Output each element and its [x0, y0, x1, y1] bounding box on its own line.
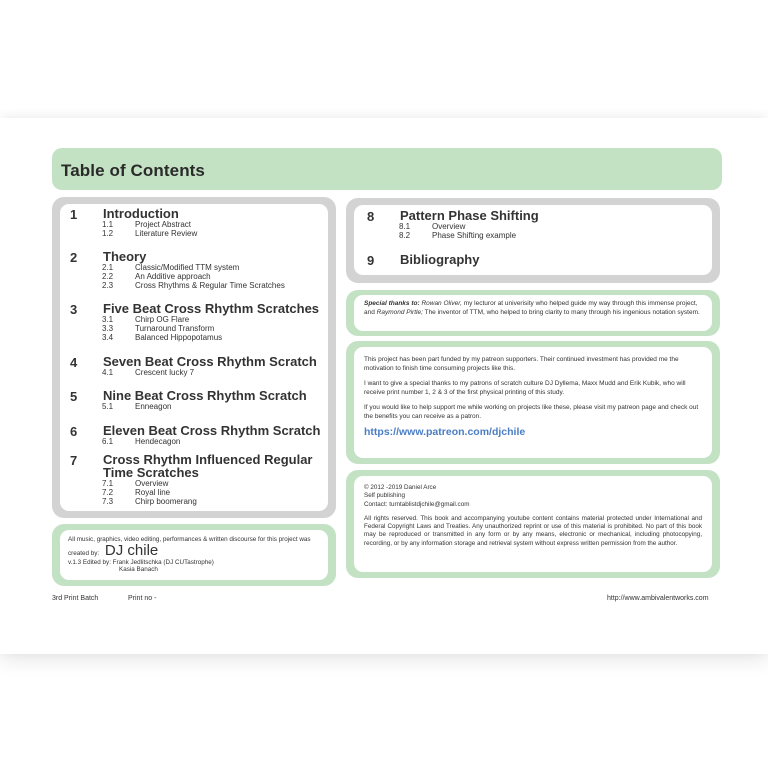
toc-right-panel: [346, 198, 720, 283]
website-link[interactable]: http://www.ambivalentworks.com: [607, 595, 709, 602]
toc-subsection-label: Turnaround Transform: [135, 324, 215, 333]
toc-subsection-number: 7.2: [102, 488, 114, 497]
toc-chapter-number: 7: [70, 453, 78, 468]
publisher-line: Self publishing: [364, 492, 405, 500]
toc-subsection-label: Overview: [135, 479, 169, 488]
toc-subsection-number: 2.2: [102, 272, 114, 281]
toc-chapter-title: Nine Beat Cross Rhythm Scratch: [103, 388, 307, 403]
toc-subsection-label: An Additive approach: [135, 272, 211, 281]
toc-subsection-label: Balanced Hippopotamus: [135, 333, 223, 342]
patreon-panel: [346, 341, 720, 464]
thanks-text-1: my lecturor at univerisity who helped guide my way through this immense project, and: [364, 300, 698, 316]
patreon-link[interactable]: https://www.patreon.com/djchile: [364, 426, 526, 438]
toc-chapter-number: 8: [367, 209, 375, 224]
rights-text: All rights reserved. This book and accompanying youtube content contains material protected under International and Federal Copyright Laws and Treaties. Any unauthorized reprint or use of this material is prohibited. No part of this book may be reproduced or transmitted in any form or by any means, electronic or mechanical, including photocopying, recording, or by any information storage and retrieval system without express written permission from the author.: [364, 514, 702, 547]
toc-subsection[interactable]: [102, 315, 189, 324]
toc-subsection[interactable]: [102, 281, 285, 290]
toc-subsection[interactable]: [102, 368, 194, 377]
toc-subsection[interactable]: [102, 229, 197, 238]
toc-subsection[interactable]: [399, 222, 465, 231]
toc-subsection-number: 7.3: [102, 497, 114, 506]
page-title: Table of Contents: [61, 161, 205, 180]
toc-subsection-number: 1.1: [102, 220, 114, 229]
print-batch: 3rd Print Batch: [52, 595, 99, 602]
copyright-line: © 2012 -2019 Daniel Arce: [364, 484, 437, 491]
toc-chapter-number: 1: [70, 207, 78, 222]
toc-subsection-label: Chirp OG Flare: [135, 315, 190, 324]
print-number: Print no -: [128, 595, 157, 602]
toc-subsection-number: 8.2: [399, 231, 411, 240]
toc-chapter-title: Theory: [103, 249, 147, 264]
toc-chapter-title: Bibliography: [400, 252, 480, 267]
toc-subsection[interactable]: [102, 402, 171, 411]
toc-subsection-label: Literature Review: [135, 229, 198, 238]
toc-subsection-label: Royal line: [135, 488, 171, 497]
patreon-paragraph-3: If you would like to help support me while working on projects like these, please visit my patreon page and check out the benefits you can receive as a patron.: [364, 404, 699, 420]
toc-chapter-number: 5: [70, 389, 78, 404]
thanks-name-2: Raymond Pirtle;: [376, 308, 423, 316]
toc-chapter-number: 9: [367, 253, 375, 268]
toc-subsection-label: Project Abstract: [135, 220, 192, 229]
toc-left-panel: [52, 197, 336, 518]
toc-chapter-title: Seven Beat Cross Rhythm Scratch: [103, 354, 317, 369]
toc-subsection-label: Enneagon: [135, 402, 172, 411]
toc-subsection[interactable]: [102, 479, 168, 488]
credits-intro: All music, graphics, video editing, performances & written discourse for this project was created by:: [68, 536, 311, 557]
toc-chapter-number: 6: [70, 424, 78, 439]
toc-subsection-label: Classic/Modified TTM system: [135, 263, 240, 272]
toc-subsection[interactable]: [102, 497, 197, 506]
toc-subsection[interactable]: [102, 263, 239, 272]
toc-subsection-number: 6.1: [102, 437, 114, 446]
toc-subsection-number: 3.3: [102, 324, 114, 333]
toc-subsection-label: Overview: [432, 222, 466, 231]
thanks-text-2: The inventor of TTM, who helped to bring clarity to many through his ingenious notation system.: [422, 308, 700, 316]
toc-chapter-title: Introduction: [103, 206, 179, 221]
toc-subsection[interactable]: [102, 324, 214, 333]
toc-subsection-number: 8.1: [399, 222, 411, 231]
toc-chapter-title: Pattern Phase Shifting: [400, 208, 539, 223]
thanks-panel: [346, 290, 720, 336]
credits-panel: [52, 524, 336, 586]
toc-chapter-number: 2: [70, 250, 78, 265]
toc-chapter-number: 3: [70, 302, 78, 317]
toc-subsection[interactable]: [102, 488, 170, 497]
thanks-text: [354, 295, 712, 331]
toc-subsection-number: 1.2: [102, 229, 114, 238]
thanks-label: Special thanks to:: [364, 300, 420, 307]
toc-subsection-label: Cross Rhythms & Regular Time Scratches: [135, 281, 285, 290]
toc-subsection[interactable]: [102, 220, 191, 229]
patreon-paragraph-1: This project has been part funded by my patreon supporters. Their continued investment has provided me the motivation to finish time consuming projects like this.: [364, 356, 679, 372]
toc-subsection-label: Hendecagon: [135, 437, 181, 446]
toc-subsection[interactable]: [102, 333, 222, 342]
thanks-name-1: Rowan Oliver,: [421, 300, 462, 307]
contact-line: Contact: turntablistdjchile@gmail.com: [364, 500, 470, 508]
toc-subsection[interactable]: [102, 272, 211, 281]
toc-chapter-title: Cross Rhythm Influenced Regular: [103, 452, 313, 467]
toc-subsection-number: 2.1: [102, 263, 114, 272]
toc-subsection-label: Crescent lucky 7: [135, 368, 195, 377]
toc-subsection[interactable]: [102, 437, 180, 446]
author-name: DJ chile: [104, 541, 159, 559]
toc-chapter-title-cont: Time Scratches: [103, 465, 199, 480]
toc-subsection-label: Phase Shifting example: [432, 231, 517, 240]
toc-subsection-number: 3.4: [102, 333, 114, 342]
edited-by: v.1.3 Edited by: Frank Jedlitschka (DJ CUTastrophe): [68, 558, 214, 566]
toc-subsection-label: Chirp boomerang: [135, 497, 197, 506]
patreon-paragraph-2: I want to give a special thanks to my patrons of scratch culture DJ Dyllema, Maxx Mudd and Erik Kubik, who will receive print number 1, 2 & 3 of the first physical printing of this study.: [364, 380, 686, 396]
copyright-panel: [346, 470, 720, 578]
toc-subsection-number: 7.1: [102, 479, 114, 488]
toc-header: [52, 148, 722, 190]
toc-subsection-number: 3.1: [102, 315, 114, 324]
toc-subsection-number: 5.1: [102, 402, 114, 411]
toc-subsection[interactable]: [399, 231, 516, 240]
toc-subsection-number: 4.1: [102, 368, 114, 377]
toc-chapter-number: 4: [70, 355, 78, 370]
toc-chapter-title: Five Beat Cross Rhythm Scratches: [103, 301, 320, 316]
toc-subsection-number: 2.3: [102, 281, 114, 290]
edited-by-2: Kasia Banach: [119, 566, 158, 573]
toc-chapter-title: Eleven Beat Cross Rhythm Scratch: [103, 423, 321, 438]
